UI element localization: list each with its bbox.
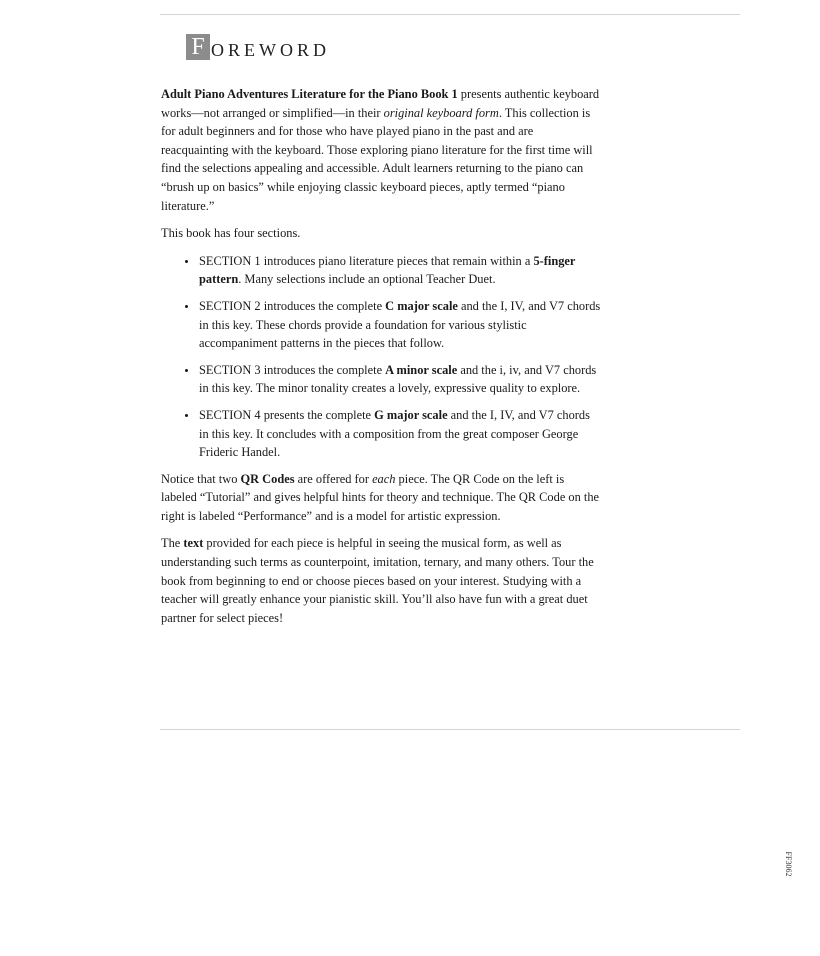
list-item: SECTION 4 presents the complete G major scale and the I, IV, and V7 chords in this key. It concludes with a composition from the great composer George Frideric Handel. [199, 406, 601, 462]
title-initial: F [186, 34, 210, 60]
top-rule [160, 14, 740, 15]
intro-paragraph: Adult Piano Adventures Literature for the Piano Book 1 presents authentic keyboard works—not arranged or simplified—in their original keyboard form. This collection is for adult beginners and for those who have played piano in the past and are reacquainting with the keyboard. Those exploring piano literature for the first time will find the selections appealing and accessible. Adult learners returning to the piano can “brush up on basics” while enjoying classic keyboard pieces, aptly termed “piano literature.” [161, 87, 600, 213]
sections-intro: This book has four sections. [161, 226, 301, 241]
qr-paragraph: Notice that two QR Codes are offered for each piece. The QR Code on the left is labeled “Tutorial” and gives helpful hints for theory and technique. The QR Code on the right is labeled “Performance” and is a model for artistic expression. [161, 471, 600, 523]
list-item: SECTION 3 introduces the complete A minor scale and the i, iv, and V7 chords in this key. The minor tonality creates a lovely, expressive quality to explore. [199, 361, 601, 398]
sections-list [161, 252, 601, 462]
foreword-body [161, 85, 601, 636]
book-title: Adult Piano Adventures Literature for the Piano Book 1 [161, 87, 458, 101]
page-title [186, 32, 330, 60]
title-rest: OREWORD [211, 40, 330, 60]
list-item: SECTION 2 introduces the complete C major scale and the I, IV, and V7 chords in this key. These chords provide a foundation for various stylistic accompaniment patterns in the pieces that follow. [199, 297, 601, 353]
bottom-rule [160, 729, 740, 730]
text-paragraph: The text provided for each piece is helpful in seeing the musical form, as well as understanding such terms as counterpoint, imitation, ternary, and many others. Tour the book from beginning to end or choose pieces based on your interest. Studying with a teacher will greatly enhance your pianistic skill. You’ll also have fun with a great duet partner for select pieces! [161, 536, 594, 625]
emphasis: original keyboard form [383, 105, 499, 120]
list-item: SECTION 1 introduces piano literature pieces that remain within a 5-finger pattern. Many selections include an optional Teacher Duet. [199, 252, 601, 289]
catalog-code: FF3062 [784, 851, 793, 877]
